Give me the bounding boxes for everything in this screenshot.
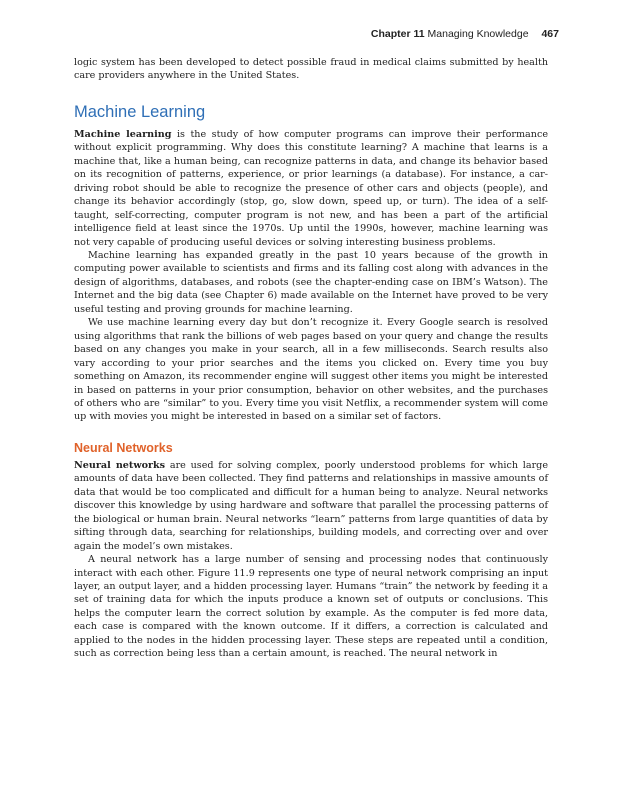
paragraph — [74, 459, 548, 553]
chapter-title: Managing Knowledge — [427, 28, 529, 40]
page-number: 467 — [541, 28, 559, 40]
paragraph-text: are used for solving complex, poorly understood problems for which large amounts of data have been collected. They find patterns and relationships in massive amounts of data that would be too complicated and difficult for a human being to analyze. Neural networks discover this knowledge by using hardware and software that parallel the processing patterns of the biological or human brain. Neural networks “learn” patterns from large quantities of data by sifting through data, searching for relationships, building models, and correcting over and over again the model’s own mistakes. — [74, 459, 549, 552]
key-term: Machine learning — [74, 128, 172, 140]
running-head — [371, 28, 559, 40]
intro-paragraph: logic system has been developed to detect possible fraud in medical claims submitted by health care providers anywhere in the United States. — [74, 57, 548, 82]
paragraph: A neural network has a large number of sensing and processing nodes that continuously interact with each other. Figure 11.9 represents one type of neural network comprising an input layer, an output layer, and a hidden processing layer. Humans “train” the network by feeding it a set of training data for which the inputs produce a known set of outputs or conclusions. This helps the computer learn the correct solution by example. As the computer is fed more data, each case is compared with the known outcome. If it differs, a correction is calculated and applied to the nodes in the hidden processing layer. These steps are repeated until a condition, such as correction being less than a certain amount, is reached. The neural network in — [74, 554, 548, 660]
body-text — [74, 56, 548, 661]
subsection-heading-neural-networks: Neural Networks — [74, 440, 173, 455]
chapter-label: Chapter 11 — [370, 28, 425, 40]
paragraph: We use machine learning every day but don’t recognize it. Every Google search is resolved using algorithms that rank the billions of web pages based on your query and change the results based on any changes you make in your search, all in a few milliseconds. Search results also vary according to your prior searches and the items you clicked on. Every time you buy something on Amazon, its recommender engine will suggest other items you might be interested in based on patterns in your prior consumption, behavior on other websites, and the purchases of others who are “similar” to you. Every time you visit Netflix, a recommender system will come up with movies you might be interested in based on a similar set of factors. — [74, 317, 548, 423]
key-term: Neural networks — [74, 459, 166, 471]
section-heading-machine-learning: Machine Learning — [74, 102, 206, 121]
paragraph: Machine learning has expanded greatly in the past 10 years because of the growth in computing power available to scientists and firms and its falling cost along with advances in the design of algorithms, databases, and robots (see the chapter-ending case on IBM’s Watson). The Internet and the big data (see Chapter 6) made available on the Internet have proved to be very useful testing and proving grounds for machine learning. — [74, 249, 548, 315]
paragraph — [74, 128, 548, 249]
paragraph-text: is the study of how computer programs can improve their performance without explicit programming. Why does this constitute learning? A machine that learns is a machine that, like a human being, can recognize patterns in data, and change its behavior based on its recognition of patterns, experience, or prior learnings (a database). For instance, a car-driving robot should be able to recognize the presence of other cars and objects (people), and change its behavior accordingly (stop, go, slow down, speed up, or turn). The idea of a self-taught, self-correcting, computer program is not new, and has been a part of the artificial intelligence field at least since the 1970s. Up until the 1990s, however, machine learning was not very capable of producing useful devices or solving interesting business problems. — [74, 128, 548, 248]
